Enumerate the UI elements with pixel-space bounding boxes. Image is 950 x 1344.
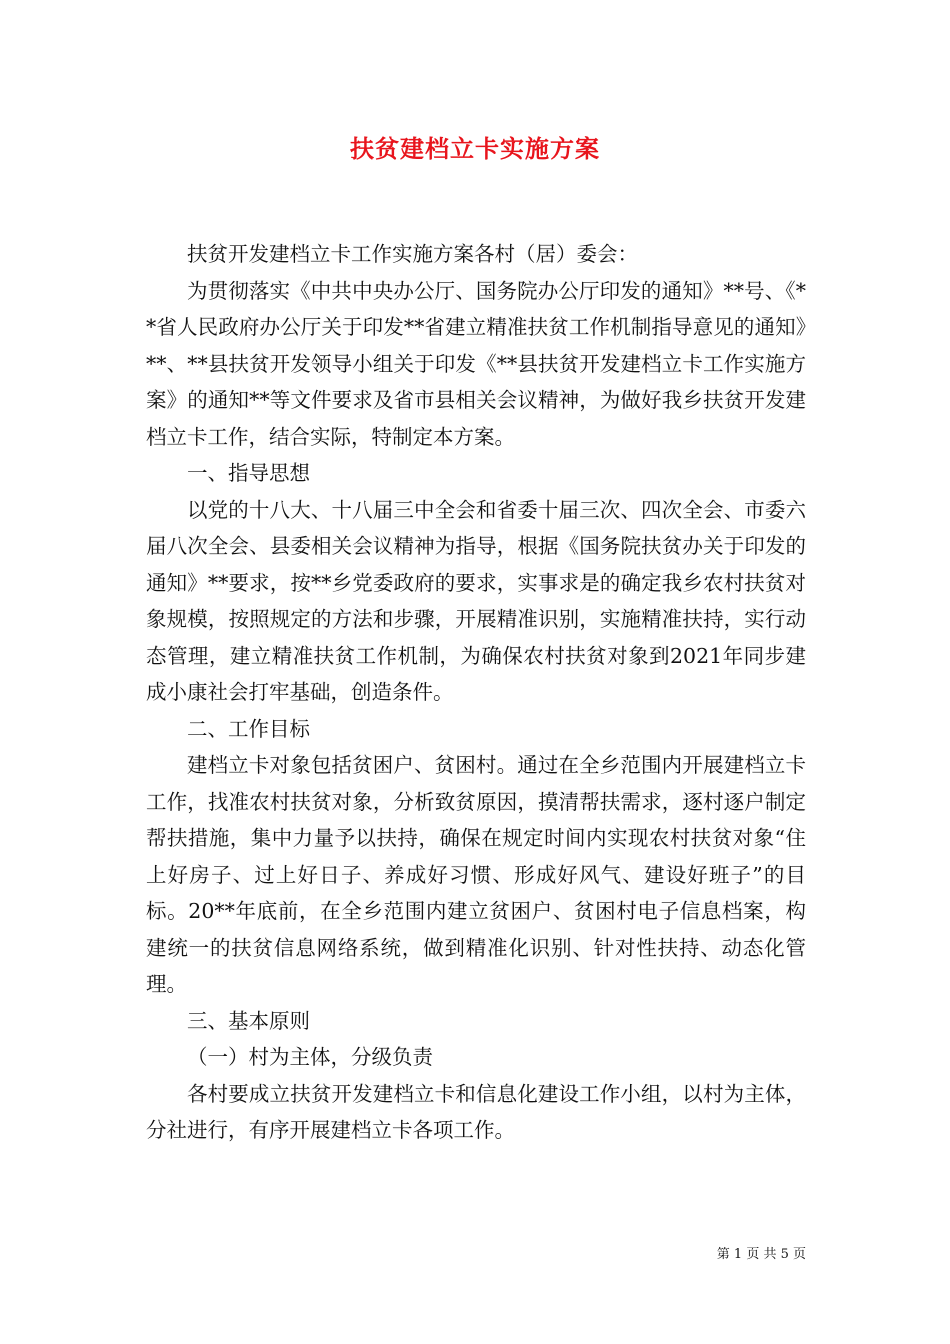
document-body (146, 236, 806, 1149)
salutation-paragraph: 扶贫开发建档立卡工作实施方案各村（居）委会： (187, 242, 638, 266)
section-heading-guiding-ideology: 一、指导思想 (187, 461, 310, 485)
work-goals-paragraph: 建档立卡对象包括贫困户、贫困村。通过在全乡范围内开展建档立卡工作，找准农村扶贫对象，分析致贫原因，摸清帮扶需求，逐村逐户制定帮扶措施，集中力量予以扶持，确保在规定时间内实现农村扶贫对象“住上好房子、过上好日子、养成好习惯、形成好风气、建设好班子”的目标。20**年底前，在全乡范围内建立贫困户、贫困村电子信息档案，构建统一的扶贫信息网络系统，做到精准化识别、针对性扶持、动态化管理。 (146, 753, 806, 996)
section-heading-basic-principles: 三、基本原则 (187, 1008, 310, 1033)
page-title: 扶贫建档立卡实施方案 (350, 134, 600, 163)
subsection-heading-village-subject: （一）村为主体，分级负责 (187, 1045, 433, 1069)
intro-paragraph: 为贯彻落实《中共中央办公厅、国务院办公厅印发的通知》**号、《**省人民政府办公厅关于印发**省建立精准扶贫工作机制指导意见的通知》**、**县扶贫开发领导小组关于印发《**县扶贫开发建档立卡工作实施方案》的通知**等文件要求及省市县相关会议精神，为做好我乡扶贫开发建档立卡工作，结合实际，特制定本方案。 (146, 278, 806, 449)
page-number: 第 1 页 共 5 页 (716, 1247, 806, 1262)
village-subject-paragraph: 各村要成立扶贫开发建档立卡和信息化建设工作小组，以村为主体，分社进行，有序开展建档立卡各项工作。 (146, 1081, 806, 1142)
section-heading-work-goals: 二、工作目标 (187, 716, 310, 741)
guiding-ideology-paragraph: 以党的十八大、十八届三中全会和省委十届三次、四次全会、市委六届八次全会、县委相关会议精神为指导，根据《国务院扶贫办关于印发的通知》**要求，按**乡党委政府的要求，实事求是的确定我乡农村扶贫对象规模，按照规定的方法和步骤，开展精准识别，实施精准扶持，实行动态管理，建立精准扶贫工作机制，为确保农村扶贫对象到2021年同步建成小康社会打牢基础，创造条件。 (146, 497, 806, 704)
